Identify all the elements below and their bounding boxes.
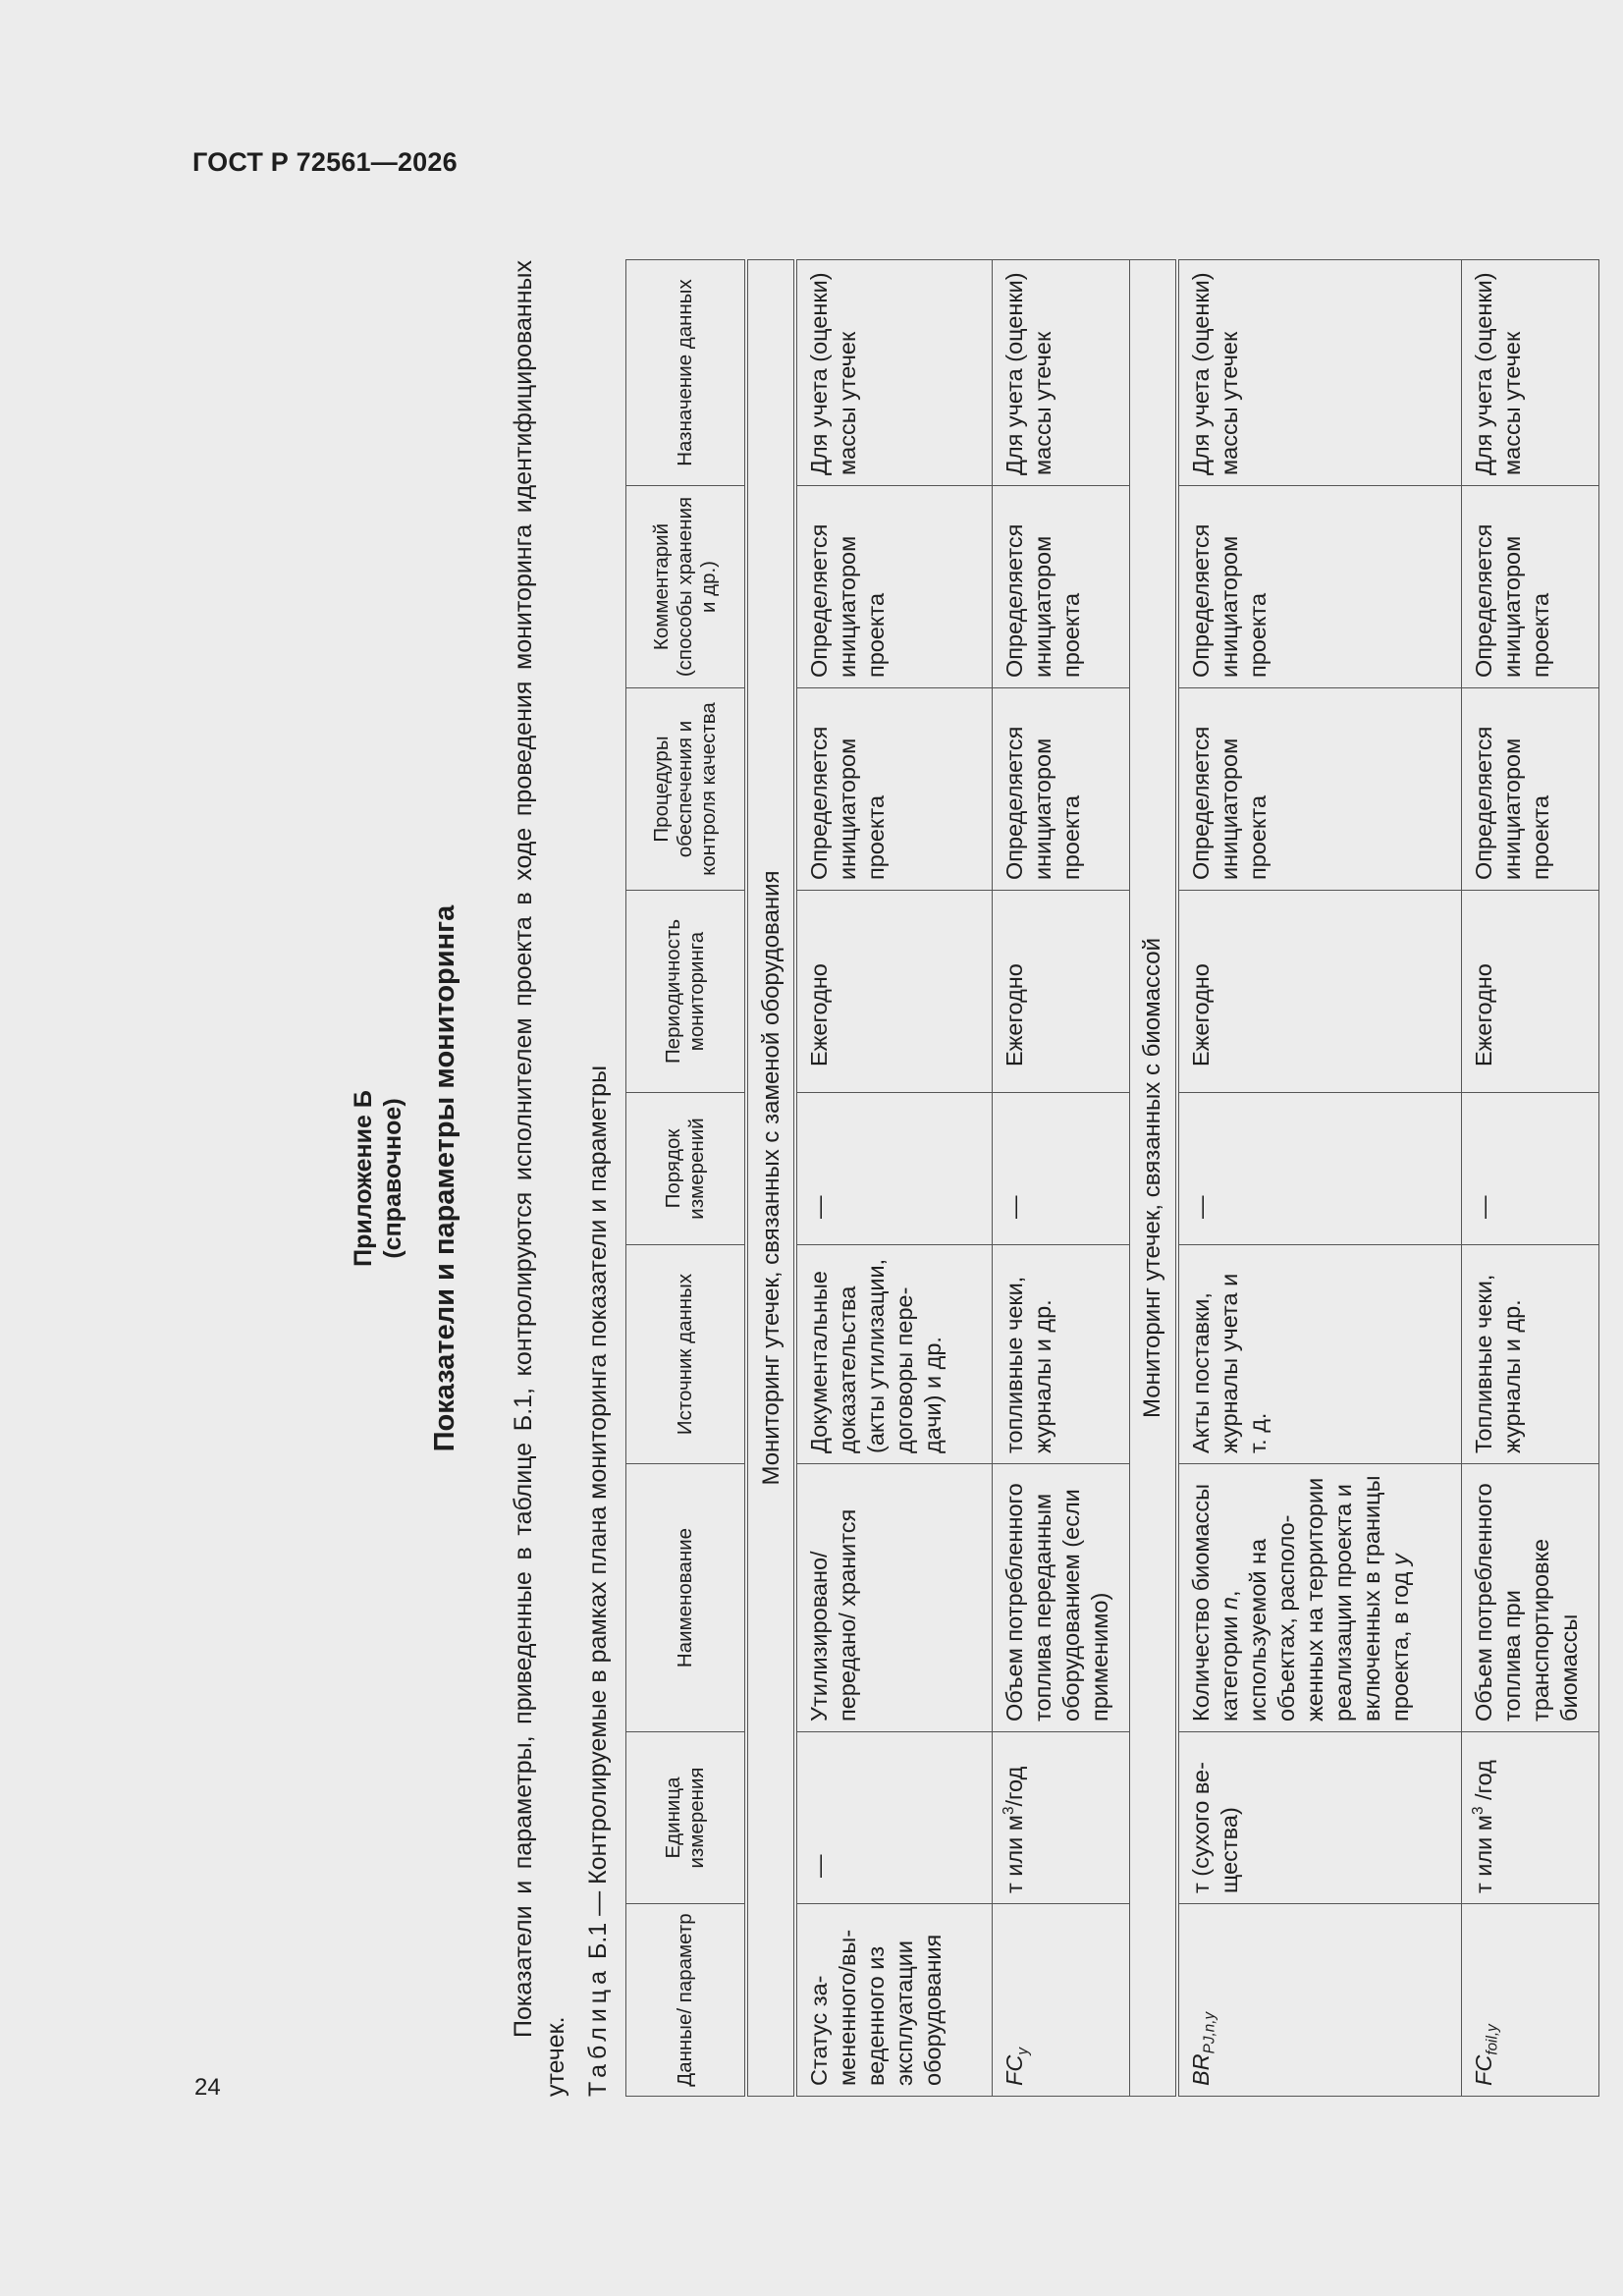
cell-source: Документальные доказательства (акты утилизации, договоры передачи) и др. xyxy=(795,1245,992,1464)
cell-order: — xyxy=(992,1093,1129,1245)
table-row xyxy=(1462,260,1599,2097)
caption-prefix: Таблица xyxy=(584,1965,612,2097)
table-caption xyxy=(584,1066,613,2097)
param-subscript: PJ,n,y xyxy=(1201,2011,1218,2054)
unit-text: т или м xyxy=(1471,1815,1496,1893)
cell-purpose: Для учета (оценки) массы утечек xyxy=(795,260,992,486)
unit-text: т или м xyxy=(1001,1815,1027,1893)
cell-period: Ежегодно xyxy=(1177,891,1462,1093)
table-row xyxy=(1177,260,1462,2097)
cell-comment: Определяется инициатором проекта xyxy=(795,486,992,688)
cell-order: — xyxy=(1177,1093,1462,1245)
col-header-qa: Процедуры обеспечения и контроля качества xyxy=(626,688,747,891)
param-subscript: y xyxy=(1014,2048,1032,2055)
unit-suffix: /год xyxy=(1471,1760,1496,1807)
col-header-name: Наименование xyxy=(626,1464,747,1732)
cell-qa: Определяется инициатором проекта xyxy=(1177,688,1462,891)
cell-qa: Определяется инициатором проекта xyxy=(795,688,992,891)
cell-param: Статус замененного/выведенного из эксплуатации оборудования xyxy=(795,1904,992,2097)
appendix-title: Показатели и параметры мониторинга xyxy=(429,904,460,1452)
table-header-row xyxy=(626,260,747,2097)
cell-source: Топливные чеки, журналы и др. xyxy=(1462,1245,1599,1464)
rotated-page-content xyxy=(349,260,1582,2097)
col-header-period: Периодичность мониторинга xyxy=(626,891,747,1093)
cell-unit xyxy=(1462,1732,1599,1904)
cell-param xyxy=(1177,1904,1462,2097)
document-code: ГОСТ Р 72561—2026 xyxy=(192,147,458,177)
col-header-purpose: Назначение данных xyxy=(626,260,747,486)
section-title-biomass: Мониторинг утечек, связанных с биомассой xyxy=(1129,260,1177,2097)
unit-superscript: 3 xyxy=(1000,1806,1017,1816)
param-symbol: BR xyxy=(1187,2053,1214,2086)
appendix-label: Приложение Б xyxy=(350,1090,377,1267)
cell-name: Объем потребленного топлива переданным оборудованием (если применимо) xyxy=(992,1464,1129,1732)
table-row xyxy=(795,260,992,2097)
name-part-a: Количество биомассы категории xyxy=(1187,1484,1242,1722)
cell-unit xyxy=(992,1732,1129,1904)
name-var-y: y xyxy=(1386,1554,1413,1566)
name-part-b: , используемой на объектах, расположенных на территории реализации проекта и включенных в границы проекта, в год xyxy=(1216,1475,1413,1722)
page-number: 24 xyxy=(194,2074,221,2101)
section-row xyxy=(746,260,795,2097)
cell-period: Ежегодно xyxy=(1462,891,1599,1093)
cell-unit: т (сухого вещества) xyxy=(1177,1732,1462,1904)
param-subscript: foil,y xyxy=(1484,2024,1501,2055)
name-var-n: n xyxy=(1216,1597,1242,1611)
cell-order: — xyxy=(1462,1093,1599,1245)
monitoring-table xyxy=(625,259,1599,2097)
unit-suffix: /год xyxy=(1001,1766,1027,1807)
cell-comment: Определяется инициатором проекта xyxy=(992,486,1129,688)
cell-qa: Определяется инициатором проекта xyxy=(1462,688,1599,891)
col-header-source: Источник данных xyxy=(626,1245,747,1464)
cell-order: — xyxy=(795,1093,992,1245)
cell-period: Ежегодно xyxy=(795,891,992,1093)
appendix-note: (справочное) xyxy=(379,1098,406,1259)
cell-name: Утилизировано/ передано/ хранится xyxy=(795,1464,992,1732)
cell-period: Ежегодно xyxy=(992,891,1129,1093)
cell-comment: Определяется инициатором проекта xyxy=(1462,486,1599,688)
cell-purpose: Для учета (оценки) массы утечек xyxy=(992,260,1129,486)
col-header-param: Данные/ параметр xyxy=(626,1904,747,2097)
param-symbol: FC xyxy=(1001,2054,1027,2086)
col-header-comment: Комментарий (способы хранения и др.) xyxy=(626,486,747,688)
col-header-order: Порядок измерений xyxy=(626,1093,747,1245)
cell-name xyxy=(1177,1464,1462,1732)
cell-purpose: Для учета (оценки) массы утечек xyxy=(1462,260,1599,486)
col-header-unit: Единица измерения xyxy=(626,1732,747,1904)
cell-comment: Определяется инициатором проекта xyxy=(1177,486,1462,688)
cell-qa: Определяется инициатором проекта xyxy=(992,688,1129,891)
appendix-heading xyxy=(349,260,461,2097)
param-symbol: FC xyxy=(1471,2054,1496,2086)
table-row xyxy=(992,260,1129,2097)
section-title-equipment: Мониторинг утечек, связанных с заменой оборудования xyxy=(746,260,795,2097)
cell-param xyxy=(1462,1904,1599,2097)
caption-text: Б.1 — Контролируемые в рамках плана мониторинга показатели и параметры xyxy=(584,1065,612,1966)
cell-name: Объем потребленного топлива при транспортировке биомассы xyxy=(1462,1464,1599,1732)
unit-superscript: 3 xyxy=(1470,1806,1488,1816)
section-row xyxy=(1129,260,1177,2097)
cell-purpose: Для учета (оценки) массы утечек xyxy=(1177,260,1462,486)
cell-param xyxy=(992,1904,1129,2097)
cell-source: Акты поставки, журналы учета и т. д. xyxy=(1177,1245,1462,1464)
cell-source: топливные чеки, журналы и др. xyxy=(992,1245,1129,1464)
cell-unit: — xyxy=(795,1732,992,1904)
intro-paragraph: Показатели и параметры, приведенные в таблице Б.1, контролируются исполнителем проекта в ходе проведения мониторинга идентифицированных утечек. xyxy=(510,260,569,2097)
